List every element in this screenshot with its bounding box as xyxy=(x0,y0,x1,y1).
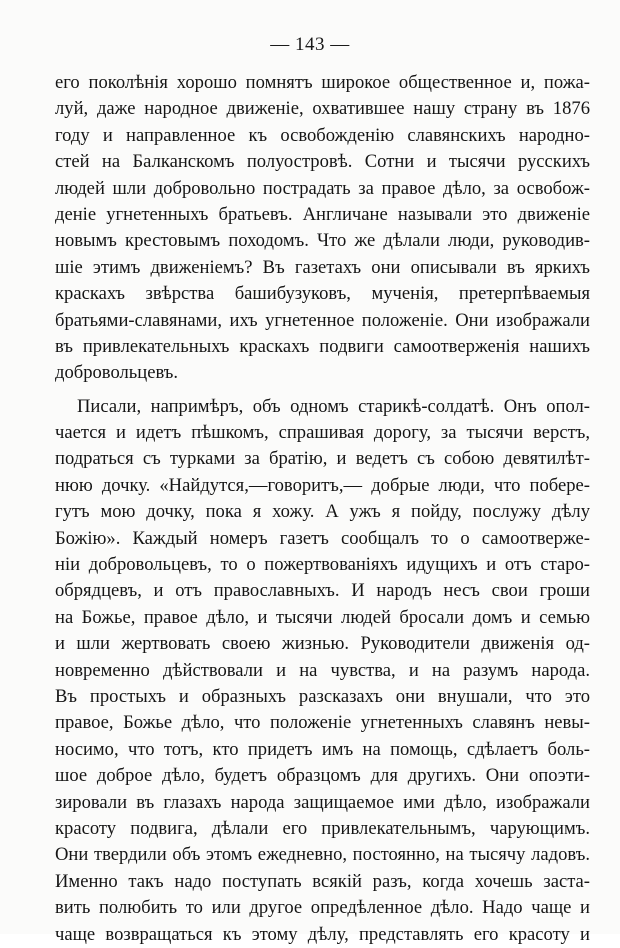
paragraph xyxy=(55,394,590,948)
text-line: новременно дѣйствовали и на чувства, и на разумъ народа. xyxy=(55,659,590,681)
text-line: шое доброе дѣло, будетъ образцомъ для другихъ. Они опоэти- xyxy=(55,765,590,787)
paragraph-gap xyxy=(55,387,590,394)
body-text xyxy=(55,70,590,948)
text-line: Именно такъ надо поступать всякій разъ, когда хочешь заста- xyxy=(55,870,590,892)
text-line: шіе этимъ движеніемъ? Въ газетахъ они описывали въ яркихъ xyxy=(55,256,590,278)
text-line: гутъ мою дочку, пока я хожу. А ужъ я пойду, послужу дѣлу xyxy=(55,501,590,523)
text-line: красоту подвига, дѣлали его привлекательнымъ, чарующимъ. xyxy=(55,817,590,839)
text-line: на Божье, правое дѣло, и тысячи людей бросали домъ и семью xyxy=(55,606,590,628)
text-line: подраться съ турками за братію, и ведетъ съ собою девятилѣт- xyxy=(55,448,590,470)
text-line: новымъ крестовымъ походомъ. Что же дѣлали люди, руководив- xyxy=(55,230,590,252)
text-line: Они твердили объ этомъ ежедневно, постоянно, на тысячу ладовъ. xyxy=(55,844,590,866)
text-line: его поколѣнія хорошо помнятъ широкое общественное и, пожа- xyxy=(55,72,590,93)
text-line: правое, Божье дѣло, что положеніе угнетенныхъ славянъ невы- xyxy=(55,712,590,734)
text-line: обрядцевъ, и отъ православныхъ. И народъ несъ свои гроши xyxy=(55,580,590,602)
text-line: Божію». Каждый номеръ газетъ сообщалъ то о самоотверже- xyxy=(55,527,590,549)
text-line: вить полюбить то или другое опредѣленное дѣло. Надо чаще и xyxy=(55,897,590,919)
text-line: краскахъ звѣрства башибузуковъ, мученія, претерпѣваемыя xyxy=(55,283,590,305)
text-line: зировали въ глазахъ народа защищаемое ими дѣло, изображали xyxy=(55,791,590,813)
text-line: носимо, что тотъ, кто придетъ имъ на помощь, сдѣлаетъ боль- xyxy=(55,738,590,760)
text-line: стей на Балканскомъ полуостровѣ. Сотни и тысячи русскихъ xyxy=(55,151,590,173)
paragraph xyxy=(55,70,590,387)
page-number: — 143 — xyxy=(270,34,350,55)
text-line: братьями-славянами, ихъ угнетенное положеніе. Они изображали xyxy=(55,309,590,331)
text-line: ніи добровольцевъ, то о пожертвованіяхъ идущихъ и отъ старо- xyxy=(55,554,590,576)
text-line: добровольцевъ. xyxy=(55,362,179,384)
text-line: чаще возвращаться къ этому дѣлу, представлять его красоту и xyxy=(55,923,590,945)
text-line: въ привлекательныхъ краскахъ подвиги самоотверженія нашихъ xyxy=(55,335,590,357)
text-line: Въ простыхъ и образныхъ разсказахъ они внушали, что это xyxy=(55,685,590,707)
text-line: деніе угнетенныхъ братьевъ. Англичане называли это движеніе xyxy=(55,203,590,225)
text-line: Писали, напримѣръ, объ одномъ старикѣ-солдатѣ. Онъ опол- xyxy=(77,395,590,417)
text-line: нюю дочку. «Найдутся,—говоритъ,— добрые люди, что побере- xyxy=(55,474,590,496)
text-line: и шли жертвовать своею жизнью. Руководители движенія од- xyxy=(55,633,590,655)
text-line: году и направленное къ освобожденію славянскихъ народно- xyxy=(55,124,590,146)
text-line: чается и идетъ пѣшкомъ, спрашивая дорогу, за тысячи верстъ, xyxy=(55,422,590,444)
text-line: людей шли добровольно пострадать за правое дѣло, за освобож- xyxy=(55,177,590,199)
text-line: луй, даже народное движеніе, охватившее нашу страну въ 1876 xyxy=(55,98,590,120)
